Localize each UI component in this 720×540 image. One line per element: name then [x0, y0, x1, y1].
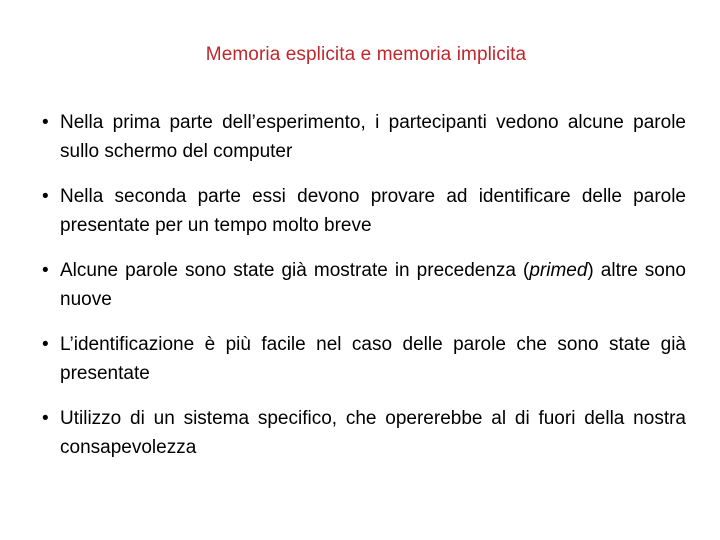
bullet-text: Nella prima parte dell’esperimento, i partecipanti vedono alcune parole sullo schermo del computer: [60, 112, 686, 162]
bullet-icon: •: [42, 334, 49, 355]
bullet-icon: •: [42, 186, 49, 207]
bullet-text: Nella seconda parte essi devono provare ad identificare delle parole presentate per un tempo molto breve: [60, 186, 686, 236]
bullet-text: Utilizzo di un sistema specifico, che opererebbe al di fuori della nostra consapevolezza: [60, 408, 686, 458]
bullet-icon: •: [42, 408, 49, 429]
bullet-icon: •: [42, 112, 49, 133]
bullet-text: [60, 260, 686, 310]
bullet-item: [38, 404, 686, 462]
bullet-text: L’identificazione è più facile nel caso delle parole che sono state già presentate: [60, 334, 686, 384]
slide-title: Memoria esplicita e memoria implicita: [205, 44, 527, 65]
bullet-text-segment: Alcune parole sono state già mostrate in precedenza (: [60, 260, 530, 281]
bullet-item: [38, 256, 686, 314]
bullet-item: [38, 330, 686, 388]
bullet-text-segment: ) altre sono nuove: [60, 260, 686, 310]
bullet-list: [38, 108, 686, 478]
bullet-item: [38, 108, 686, 166]
bullet-icon: •: [42, 260, 49, 281]
bullet-text-italic: primed: [529, 260, 588, 281]
bullet-item: [38, 182, 686, 240]
